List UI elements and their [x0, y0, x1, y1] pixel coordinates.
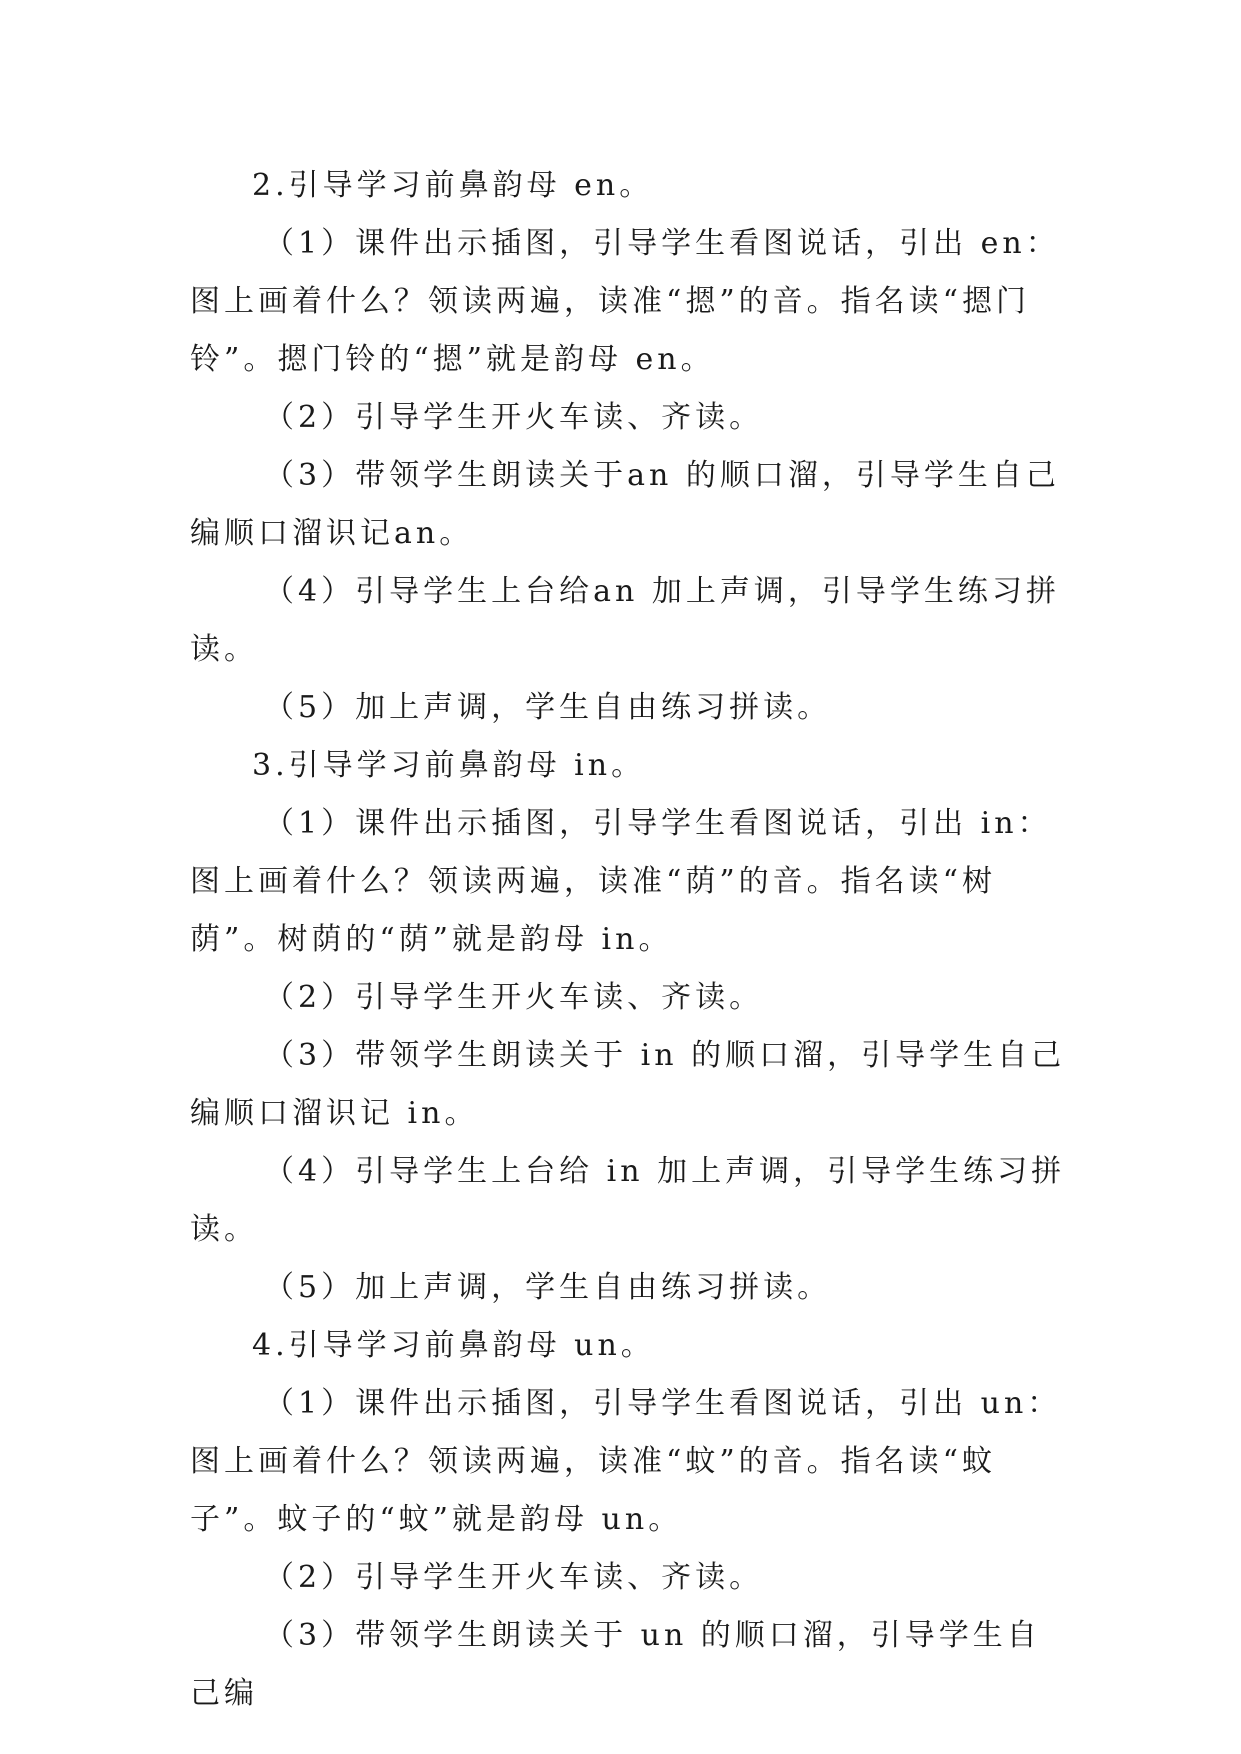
list-item: （5）加上声调，学生自由练习拼读。 — [264, 690, 832, 725]
list-item: （2）引导学生开火车读、齐读。 — [264, 1560, 764, 1595]
document-body — [190, 157, 1070, 1723]
list-item: （2）引导学生开火车读、齐读。 — [264, 980, 764, 1015]
list-item: （5）加上声调，学生自由练习拼读。 — [264, 1270, 832, 1305]
list-item: （1）课件出示插图，引导学生看图说话，引出 un：图上画着什么？领读两遍，读准“蚊”的音。指名读“蚊子”。蚊子的“蚊”就是韵母 un。 — [190, 1386, 1062, 1537]
list-item: （4）引导学生上台给an 加上声调，引导学生练习拼读。 — [190, 574, 1060, 667]
list-item: （1）课件出示插图，引导学生看图说话，引出 en：图上画着什么？领读两遍，读准“摁”的音。指名读“摁门铃”。摁门铃的“摁”就是韵母 en。 — [190, 226, 1060, 377]
list-item: （3）带领学生朗读关于an 的顺口溜，引导学生自己编顺口溜识记an。 — [190, 458, 1060, 551]
section-heading-un: 4.引导学习前鼻韵母 un。 — [252, 1328, 655, 1363]
section-heading-in: 3.引导学习前鼻韵母 in。 — [252, 748, 646, 783]
list-item: （2）引导学生开火车读、齐读。 — [264, 400, 764, 435]
list-item: （3）带领学生朗读关于 un 的顺口溜，引导学生自己编 — [190, 1618, 1041, 1711]
list-item: （1）课件出示插图，引导学生看图说话，引出 in：图上画着什么？领读两遍，读准“荫”的音。指名读“树荫”。树荫的“荫”就是韵母 in。 — [190, 806, 1052, 957]
section-heading-en: 2.引导学习前鼻韵母 en。 — [252, 168, 654, 203]
list-item: （4）引导学生上台给 in 加上声调，引导学生练习拼读。 — [190, 1154, 1066, 1247]
list-item: （3）带领学生朗读关于 in 的顺口溜，引导学生自己编顺口溜识记 in。 — [190, 1038, 1066, 1131]
